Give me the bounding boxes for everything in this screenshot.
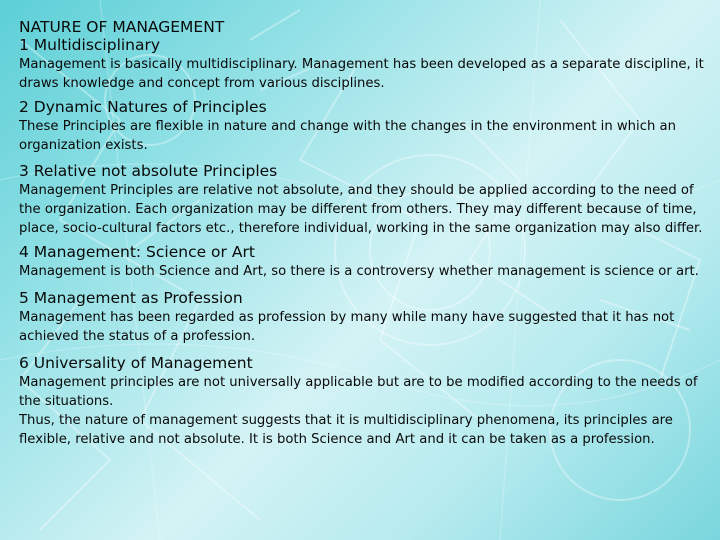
document-content [19,18,715,449]
section-body: Management is both Science and Art, so there is a controversy whether management is science or art. [19,264,699,279]
section-relative-principles [19,162,715,238]
section-science-or-art [19,243,715,281]
section-body: Management is basically multidisciplinary. Management has been developed as a separate discipline, it draws knowledge and concept from various disciplines. [19,57,704,91]
conclusion-paragraph: Thus, the nature of management suggests that it is multidisciplinary phenomena, its principles are flexible, relative and not absolute. It is both Science and Art and it can be taken as a profession. [19,413,673,447]
section-body: Management Principles are relative not absolute, and they should be applied according to the need of the organization. Each organization may be different from others. They may different because of time, place, socio-cultural factors etc., therefore individual, working in the same organization may also differ. [19,183,703,236]
section-profession [19,289,715,346]
section-heading: 3 Relative not absolute Principles [19,162,278,180]
section-universality [19,354,715,449]
section-dynamic-principles [19,98,715,155]
section-body: Management has been regarded as profession by many while many have suggested that it has not achieved the status of a profession. [19,310,675,344]
section-heading: 5 Management as Profession [19,289,243,307]
page-title: NATURE OF MANAGEMENT [19,18,225,36]
section-body: These Principles are flexible in nature and change with the changes in the environment in which an organization exists. [19,119,676,153]
section-heading: 6 Universality of Management [19,354,253,372]
section-body: Management principles are not universally applicable but are to be modified according to the needs of the situations. [19,375,698,409]
section-multidisciplinary [19,36,715,93]
section-heading: 4 Management: Science or Art [19,243,255,261]
section-heading: 2 Dynamic Natures of Principles [19,98,267,116]
section-heading: 1 Multidisciplinary [19,36,161,54]
